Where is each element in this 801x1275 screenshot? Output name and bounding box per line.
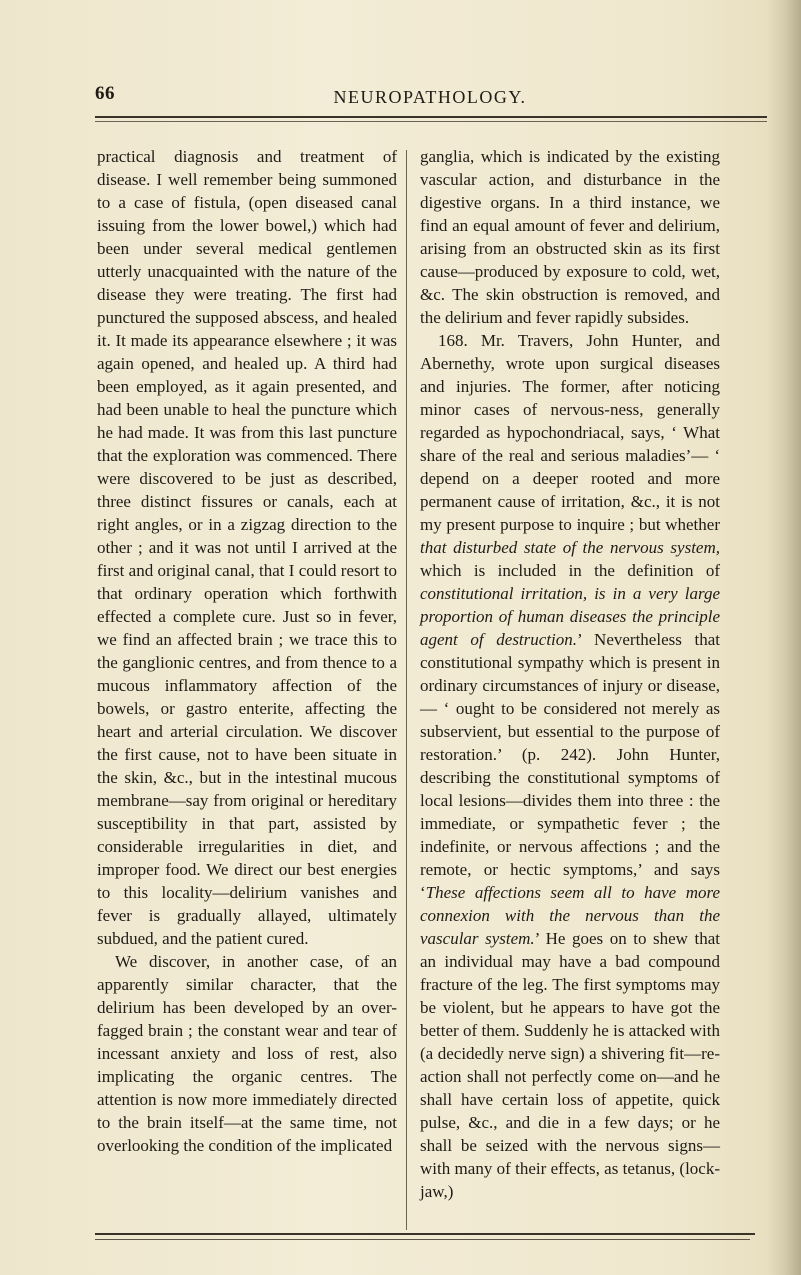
italic-run: These affections seem all to have more connexion with the nervous than the vascular system. bbox=[420, 883, 720, 948]
bottom-rule-thin bbox=[95, 1239, 750, 1240]
text-run: which is included in the definition of bbox=[420, 561, 720, 580]
bottom-rule bbox=[95, 1233, 755, 1235]
italic-run: that disturbed state of the nervous system, bbox=[420, 538, 720, 557]
column-divider bbox=[406, 150, 407, 1230]
right-column bbox=[420, 145, 720, 1203]
running-head: NEUROPATHOLOGY. bbox=[333, 87, 527, 107]
text-run: ’ Nevertheless that constitutional sympathy which is present in ordinary circumstances of injury or disease,— ‘ ought to be considered not merely as subservient, but essential to the purpose of restoration.’ (p. 242). John Hunter, describing the constitutional symptoms of local lesions—divides them into three : the immediate, or sympathetic fever ; the indefinite, or nervous affections ; and the remote, or hectic symptoms,’ and says ‘ bbox=[420, 630, 720, 902]
text-run: ’ He goes on to shew that an individual may have a bad compound fracture of the leg. The first symptoms may be violent, but he appears to have got the better of them. Suddenly he is attacked with (a decidedly nerve sign) a shivering fit—re-action shall not perfectly come on—and he shall have certain loss of appetite, quick pulse, &c., and die in a few days; or he shall be seized with the nervous signs—with many of their effects, as tetanus, (lock-jaw,) bbox=[420, 929, 720, 1201]
paragraph: We discover, in another case, of an apparently similar character, that the delirium has been developed by an over-fagged brain ; the constant wear and tear of incessant anxiety and loss of rest, also implicating the organic centres. The attention is now more immediately directed to the brain itself—at the same time, not overlooking the condition of the implicated bbox=[97, 952, 397, 1155]
header-rule-thin bbox=[95, 121, 767, 122]
page-header bbox=[95, 83, 765, 113]
left-column bbox=[97, 145, 397, 1157]
italic-run: constitutional irritation, is in a very large proportion of human diseases the principle agent of destruction. bbox=[420, 584, 720, 649]
text-run: 168. Mr. Travers, John Hunter, and Abernethy, wrote upon surgical diseases and injuries. The former, after noticing minor cases of nervous-ness, generally regarded as hypochondriacal, says, ‘ What share of the real and serious maladies’— ‘ depend on a deeper rooted and more permanent cause of irritation, &c., it is not my present purpose to inquire ; but whether bbox=[420, 331, 720, 534]
paragraph-168 bbox=[420, 329, 720, 1203]
header-rule bbox=[95, 116, 767, 118]
paragraph: ganglia, which is indicated by the existing vascular action, and disturbance in the digestive organs. In a third instance, we find an equal amount of fever and delirium, arising from an obstructed skin as its first cause—produced by exposure to cold, wet, &c. The skin obstruction is removed, and the delirium and fever rapidly subsides. bbox=[420, 147, 720, 327]
paragraph: practical diagnosis and treatment of disease. I well remember being summoned to a case of fistula, (open diseased canal issuing from the lower bowel,) which had been under several medical gentlemen utterly unacquainted with the nature of the disease they were treating. The first had punctured the supposed abscess, and healed it. It made its appearance elsewhere ; it was again opened, and healed up. A third had been employed, as it again presented, and had been unable to heal the puncture which he had made. It was from this last puncture that the exploration was commenced. There were discovered to be just as described, three distinct fissures or canals, each at right angles, or in a zigzag direction to the other ; and it was not until I arrived at the first and original canal, that I could resort to that ordinary operation which forthwith effected a complete cure. Just so in fever, we find an affected brain ; we trace this to the ganglionic centres, and from thence to a mucous inflammatory affection of the bowels, or gastro enterite, affecting the heart and arterial circulation. We discover the first cause, not to have been situate in the skin, &c., but in the intestinal mucous membrane—say from original or hereditary susceptibility in that part, assisted by considerable irregularities in diet, and improper food. We direct our best energies to this locality—delirium vanishes and fever is gradually allayed, ultimately subdued, and the patient cured. bbox=[97, 147, 397, 948]
page-edge-shadow bbox=[767, 0, 801, 1275]
page-number: 66 bbox=[95, 83, 115, 104]
